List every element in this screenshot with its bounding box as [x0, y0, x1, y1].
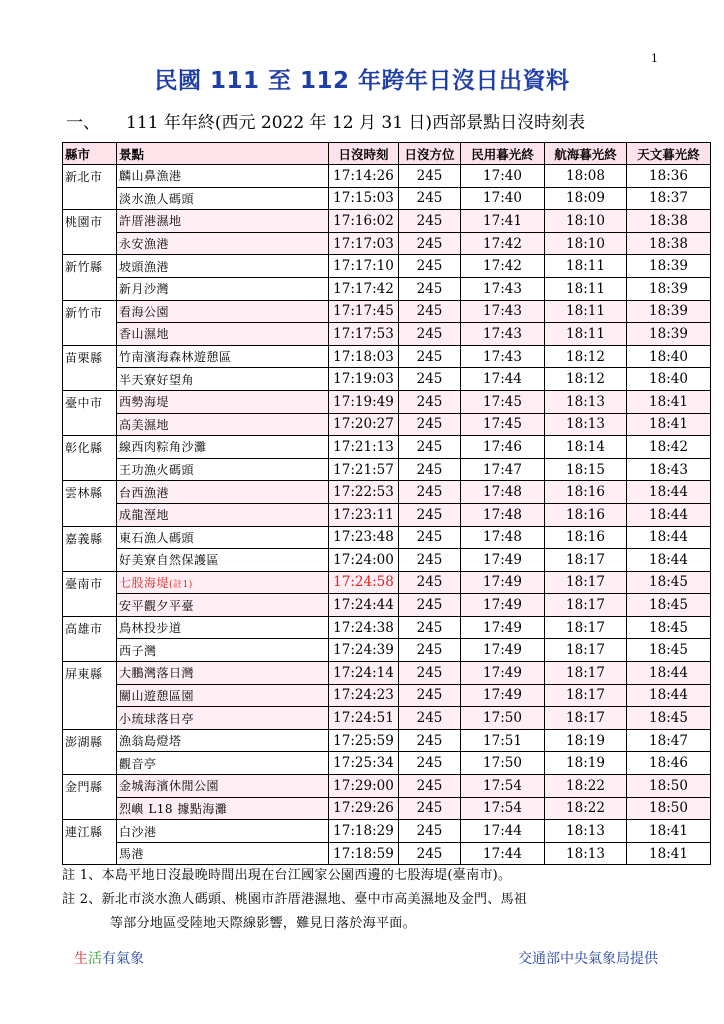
nautical-twilight-cell: 18:16 — [545, 481, 627, 504]
county-cell: 新北市 — [63, 165, 117, 210]
azimuth-cell: 245 — [399, 232, 461, 255]
astronomical-twilight-cell: 18:47 — [627, 729, 711, 752]
spot-name: 馬港 — [119, 847, 145, 862]
azimuth-cell: 245 — [399, 842, 461, 865]
spot-name: 高美濕地 — [119, 417, 170, 432]
azimuth-cell: 245 — [399, 503, 461, 526]
civil-twilight-cell: 17:50 — [461, 707, 545, 730]
astronomical-twilight-cell: 18:46 — [627, 752, 711, 775]
azimuth-cell: 245 — [399, 684, 461, 707]
astronomical-twilight-cell: 18:41 — [627, 413, 711, 436]
spot-cell — [117, 300, 329, 323]
table-row — [63, 820, 711, 843]
section-heading-text: 111 年年終(西元 2022 年 12 月 31 日)西部景點日沒時刻表 — [126, 113, 586, 133]
civil-twilight-cell: 17:49 — [461, 639, 545, 662]
spot-cell — [117, 436, 329, 459]
spot-cell — [117, 210, 329, 233]
county-cell: 金門縣 — [63, 775, 117, 820]
sunset-time-cell: 17:24:14 — [329, 662, 399, 685]
astronomical-twilight-cell: 18:39 — [627, 277, 711, 300]
civil-twilight-cell: 17:43 — [461, 277, 545, 300]
spot-name: 永安漁港 — [119, 237, 170, 252]
astronomical-twilight-cell: 18:37 — [627, 187, 711, 210]
spot-cell — [117, 390, 329, 413]
spot-cell — [117, 526, 329, 549]
nautical-twilight-cell: 18:13 — [545, 820, 627, 843]
table-row — [63, 210, 711, 233]
azimuth-cell: 245 — [399, 187, 461, 210]
brand-char: 有 — [102, 951, 116, 967]
civil-twilight-cell: 17:49 — [461, 594, 545, 617]
nautical-twilight-cell: 18:22 — [545, 797, 627, 820]
table-row — [63, 549, 711, 572]
azimuth-cell: 245 — [399, 458, 461, 481]
nautical-twilight-cell: 18:19 — [545, 752, 627, 775]
astronomical-twilight-cell: 18:45 — [627, 707, 711, 730]
civil-twilight-cell: 17:49 — [461, 684, 545, 707]
nautical-twilight-cell: 18:17 — [545, 707, 627, 730]
spot-name: 白沙港 — [119, 824, 157, 839]
sunset-time-cell: 17:24:23 — [329, 684, 399, 707]
azimuth-cell: 245 — [399, 571, 461, 594]
civil-twilight-cell: 17:47 — [461, 458, 545, 481]
astronomical-twilight-cell: 18:40 — [627, 345, 711, 368]
spot-name: 竹南濱海森林遊憩區 — [119, 350, 232, 365]
civil-twilight-cell: 17:44 — [461, 842, 545, 865]
sunset-time-cell: 17:21:13 — [329, 436, 399, 459]
table-row — [63, 345, 711, 368]
note-2-continued: 等部分地區受陸地天際線影響，難見日落於海平面。 — [110, 916, 416, 931]
header-county: 縣市 — [63, 143, 117, 165]
county-cell: 新竹縣 — [63, 255, 117, 300]
astronomical-twilight-cell: 18:50 — [627, 797, 711, 820]
sunset-time-cell: 17:17:53 — [329, 323, 399, 346]
spot-name: 好美寮自然保護區 — [119, 553, 220, 568]
table-row — [63, 594, 711, 617]
azimuth-cell: 245 — [399, 368, 461, 391]
county-cell: 雲林縣 — [63, 481, 117, 526]
spot-cell — [117, 345, 329, 368]
spot-name: 西勢海堤 — [119, 395, 170, 410]
spot-name: 成龍溼地 — [119, 508, 170, 523]
sunset-time-cell: 17:24:00 — [329, 549, 399, 572]
table-row — [63, 752, 711, 775]
table-row — [63, 368, 711, 391]
brand-char: 生 — [74, 951, 88, 967]
sunset-time-cell: 17:21:57 — [329, 458, 399, 481]
county-cell: 彰化縣 — [63, 436, 117, 481]
civil-twilight-cell: 17:45 — [461, 413, 545, 436]
spot-note-ref: (註1) — [169, 579, 193, 590]
spot-cell — [117, 616, 329, 639]
civil-twilight-cell: 17:49 — [461, 549, 545, 572]
spot-cell — [117, 842, 329, 865]
azimuth-cell: 245 — [399, 481, 461, 504]
table-row — [63, 323, 711, 346]
astronomical-twilight-cell: 18:45 — [627, 639, 711, 662]
table-row — [63, 277, 711, 300]
sunset-table — [62, 142, 711, 865]
county-cell: 新竹市 — [63, 300, 117, 345]
azimuth-cell: 245 — [399, 436, 461, 459]
spot-cell — [117, 503, 329, 526]
spot-name: 七股海堤 — [119, 575, 170, 590]
azimuth-cell: 245 — [399, 775, 461, 798]
astronomical-twilight-cell: 18:39 — [627, 255, 711, 278]
civil-twilight-cell: 17:43 — [461, 345, 545, 368]
sunset-time-cell: 17:19:49 — [329, 390, 399, 413]
azimuth-cell: 245 — [399, 165, 461, 188]
spot-cell — [117, 797, 329, 820]
azimuth-cell: 245 — [399, 616, 461, 639]
civil-twilight-cell: 17:49 — [461, 571, 545, 594]
table-row — [63, 413, 711, 436]
brand-char: 氣 — [116, 951, 130, 967]
sunset-time-cell: 17:25:34 — [329, 752, 399, 775]
azimuth-cell: 245 — [399, 594, 461, 617]
table-row — [63, 481, 711, 504]
azimuth-cell: 245 — [399, 300, 461, 323]
nautical-twilight-cell: 18:11 — [545, 300, 627, 323]
astronomical-twilight-cell: 18:45 — [627, 616, 711, 639]
sunset-time-cell: 17:24:44 — [329, 594, 399, 617]
table-row — [63, 165, 711, 188]
county-cell: 臺中市 — [63, 390, 117, 435]
azimuth-cell: 245 — [399, 820, 461, 843]
spot-cell — [117, 594, 329, 617]
nautical-twilight-cell: 18:17 — [545, 616, 627, 639]
sunset-time-cell: 17:24:51 — [329, 707, 399, 730]
astronomical-twilight-cell: 18:44 — [627, 481, 711, 504]
table-row — [63, 684, 711, 707]
spot-name: 新月沙灣 — [119, 282, 170, 297]
brand-char: 象 — [130, 951, 144, 967]
civil-twilight-cell: 17:50 — [461, 752, 545, 775]
nautical-twilight-cell: 18:13 — [545, 413, 627, 436]
header-spot: 景點 — [117, 143, 329, 165]
civil-twilight-cell: 17:42 — [461, 232, 545, 255]
spot-name: 看海公園 — [119, 304, 170, 319]
civil-twilight-cell: 17:41 — [461, 210, 545, 233]
nautical-twilight-cell: 18:13 — [545, 842, 627, 865]
nautical-twilight-cell: 18:13 — [545, 390, 627, 413]
azimuth-cell: 245 — [399, 413, 461, 436]
table-row — [63, 639, 711, 662]
civil-twilight-cell: 17:49 — [461, 616, 545, 639]
astronomical-twilight-cell: 18:41 — [627, 842, 711, 865]
table-row — [63, 707, 711, 730]
azimuth-cell: 245 — [399, 345, 461, 368]
spot-name: 大鵬灣落日灣 — [119, 666, 195, 681]
spot-cell — [117, 165, 329, 188]
azimuth-cell: 245 — [399, 662, 461, 685]
civil-twilight-cell: 17:51 — [461, 729, 545, 752]
sunset-time-cell: 17:29:00 — [329, 775, 399, 798]
astronomical-twilight-cell: 18:45 — [627, 571, 711, 594]
spot-cell — [117, 413, 329, 436]
azimuth-cell: 245 — [399, 277, 461, 300]
county-cell: 連江縣 — [63, 820, 117, 865]
spot-cell — [117, 232, 329, 255]
county-cell: 桃園市 — [63, 210, 117, 255]
nautical-twilight-cell: 18:17 — [545, 594, 627, 617]
table-row — [63, 662, 711, 685]
table-row — [63, 300, 711, 323]
table-row — [63, 616, 711, 639]
table-header-row — [63, 143, 711, 165]
civil-twilight-cell: 17:46 — [461, 436, 545, 459]
astronomical-twilight-cell: 18:44 — [627, 503, 711, 526]
brand-char: 活 — [88, 951, 102, 967]
civil-twilight-cell: 17:43 — [461, 323, 545, 346]
page-number: 1 — [651, 52, 658, 65]
sunset-time-cell: 17:17:03 — [329, 232, 399, 255]
nautical-twilight-cell: 18:15 — [545, 458, 627, 481]
spot-cell — [117, 323, 329, 346]
table-row — [63, 255, 711, 278]
nautical-twilight-cell: 18:22 — [545, 775, 627, 798]
header-sunset-time: 日沒時刻 — [329, 143, 399, 165]
azimuth-cell: 245 — [399, 639, 461, 662]
table-row — [63, 797, 711, 820]
spot-cell — [117, 662, 329, 685]
civil-twilight-cell: 17:48 — [461, 481, 545, 504]
footer-credit: 交通部中央氣象局提供 — [518, 951, 658, 967]
spot-cell — [117, 458, 329, 481]
spot-name: 王功漁火碼頭 — [119, 463, 195, 478]
civil-twilight-cell: 17:44 — [461, 820, 545, 843]
astronomical-twilight-cell: 18:36 — [627, 165, 711, 188]
nautical-twilight-cell: 18:17 — [545, 639, 627, 662]
sunset-time-cell: 17:14:26 — [329, 165, 399, 188]
county-cell: 臺南市 — [63, 571, 117, 616]
spot-cell — [117, 277, 329, 300]
spot-cell — [117, 707, 329, 730]
spot-name: 小琉球落日亭 — [119, 711, 195, 726]
sunset-time-cell: 17:24:38 — [329, 616, 399, 639]
sunset-time-cell: 17:17:42 — [329, 277, 399, 300]
nautical-twilight-cell: 18:11 — [545, 255, 627, 278]
sunset-time-cell: 17:17:10 — [329, 255, 399, 278]
table-row — [63, 571, 711, 594]
civil-twilight-cell: 17:54 — [461, 797, 545, 820]
spot-name: 關山遊憩區園 — [119, 688, 195, 703]
spot-cell — [117, 752, 329, 775]
azimuth-cell: 245 — [399, 390, 461, 413]
sunset-time-cell: 17:24:58 — [329, 571, 399, 594]
document-title: 民國 111 至 112 年跨年日沒日出資料 — [154, 68, 570, 94]
table-row — [63, 775, 711, 798]
azimuth-cell: 245 — [399, 526, 461, 549]
spot-cell — [117, 368, 329, 391]
nautical-twilight-cell: 18:17 — [545, 571, 627, 594]
sunset-time-cell: 17:18:29 — [329, 820, 399, 843]
note-2: 註 2、新北市淡水漁人碼頭、桃園市許厝港濕地、臺中市高美濕地及金門、馬祖 — [62, 892, 528, 907]
azimuth-cell: 245 — [399, 549, 461, 572]
spot-cell — [117, 549, 329, 572]
azimuth-cell: 245 — [399, 255, 461, 278]
sunset-time-cell: 17:22:53 — [329, 481, 399, 504]
astronomical-twilight-cell: 18:39 — [627, 323, 711, 346]
astronomical-twilight-cell: 18:44 — [627, 662, 711, 685]
nautical-twilight-cell: 18:14 — [545, 436, 627, 459]
county-cell: 嘉義縣 — [63, 526, 117, 571]
astronomical-twilight-cell: 18:38 — [627, 210, 711, 233]
spot-name: 安平觀夕平臺 — [119, 598, 195, 613]
spot-cell — [117, 639, 329, 662]
nautical-twilight-cell: 18:11 — [545, 323, 627, 346]
spot-name: 東石漁人碼頭 — [119, 530, 195, 545]
header-azimuth: 日沒方位 — [399, 143, 461, 165]
azimuth-cell: 245 — [399, 797, 461, 820]
astronomical-twilight-cell: 18:43 — [627, 458, 711, 481]
nautical-twilight-cell: 18:12 — [545, 368, 627, 391]
spot-cell — [117, 729, 329, 752]
nautical-twilight-cell: 18:17 — [545, 684, 627, 707]
sunset-time-cell: 17:23:11 — [329, 503, 399, 526]
table-row — [63, 187, 711, 210]
civil-twilight-cell: 17:48 — [461, 503, 545, 526]
spot-cell — [117, 255, 329, 278]
sunset-time-cell: 17:18:59 — [329, 842, 399, 865]
table-row — [63, 503, 711, 526]
county-cell: 屏東縣 — [63, 662, 117, 730]
spot-name: 觀音亭 — [119, 756, 157, 771]
spot-cell — [117, 571, 329, 594]
sunset-time-cell: 17:15:03 — [329, 187, 399, 210]
sunset-time-cell: 17:20:27 — [329, 413, 399, 436]
sunset-time-cell: 17:29:26 — [329, 797, 399, 820]
spot-cell — [117, 684, 329, 707]
table-row — [63, 436, 711, 459]
table-row — [63, 458, 711, 481]
spot-name: 金城海濱休閒公園 — [119, 779, 220, 794]
spot-name: 線西肉粽角沙灘 — [119, 440, 207, 455]
civil-twilight-cell: 17:42 — [461, 255, 545, 278]
civil-twilight-cell: 17:54 — [461, 775, 545, 798]
nautical-twilight-cell: 18:10 — [545, 210, 627, 233]
spot-cell — [117, 820, 329, 843]
header-astronomical-twilight: 天文暮光終 — [627, 143, 711, 165]
county-cell: 澎湖縣 — [63, 729, 117, 774]
spot-name: 坡頭漁港 — [119, 259, 170, 274]
astronomical-twilight-cell: 18:38 — [627, 232, 711, 255]
nautical-twilight-cell: 18:09 — [545, 187, 627, 210]
spot-name: 漁翁島燈塔 — [119, 734, 182, 749]
spot-name: 鳥林投步道 — [119, 621, 182, 636]
nautical-twilight-cell: 18:17 — [545, 549, 627, 572]
section-number: 一、 — [66, 113, 100, 133]
spot-cell — [117, 775, 329, 798]
sunset-time-cell: 17:24:39 — [329, 639, 399, 662]
civil-twilight-cell: 17:40 — [461, 187, 545, 210]
table-row — [63, 842, 711, 865]
sunset-time-cell: 17:16:02 — [329, 210, 399, 233]
notes — [62, 864, 682, 936]
civil-twilight-cell: 17:49 — [461, 662, 545, 685]
nautical-twilight-cell: 18:12 — [545, 345, 627, 368]
spot-cell — [117, 481, 329, 504]
astronomical-twilight-cell: 18:44 — [627, 549, 711, 572]
astronomical-twilight-cell: 18:44 — [627, 526, 711, 549]
header-civil-twilight: 民用暮光終 — [461, 143, 545, 165]
spot-name: 許厝港濕地 — [119, 214, 182, 229]
azimuth-cell: 245 — [399, 210, 461, 233]
astronomical-twilight-cell: 18:39 — [627, 300, 711, 323]
nautical-twilight-cell: 18:16 — [545, 526, 627, 549]
astronomical-twilight-cell: 18:40 — [627, 368, 711, 391]
azimuth-cell: 245 — [399, 752, 461, 775]
section-heading — [66, 108, 585, 133]
table-row — [63, 390, 711, 413]
county-cell: 高雄市 — [63, 616, 117, 661]
astronomical-twilight-cell: 18:50 — [627, 775, 711, 798]
civil-twilight-cell: 17:43 — [461, 300, 545, 323]
astronomical-twilight-cell: 18:45 — [627, 594, 711, 617]
table-body — [63, 165, 711, 865]
astronomical-twilight-cell: 18:41 — [627, 390, 711, 413]
sunset-time-cell: 17:18:03 — [329, 345, 399, 368]
nautical-twilight-cell: 18:11 — [545, 277, 627, 300]
table-row — [63, 232, 711, 255]
civil-twilight-cell: 17:40 — [461, 165, 545, 188]
azimuth-cell: 245 — [399, 729, 461, 752]
spot-name: 麟山鼻漁港 — [119, 169, 182, 184]
table-row — [63, 526, 711, 549]
nautical-twilight-cell: 18:08 — [545, 165, 627, 188]
nautical-twilight-cell: 18:17 — [545, 662, 627, 685]
spot-cell — [117, 187, 329, 210]
county-cell: 苗栗縣 — [63, 345, 117, 390]
nautical-twilight-cell: 18:10 — [545, 232, 627, 255]
nautical-twilight-cell: 18:19 — [545, 729, 627, 752]
spot-name: 香山濕地 — [119, 327, 170, 342]
spot-name: 西子灣 — [119, 643, 157, 658]
spot-name: 半天寮好望角 — [119, 372, 195, 387]
sunset-time-cell: 17:19:03 — [329, 368, 399, 391]
astronomical-twilight-cell: 18:41 — [627, 820, 711, 843]
astronomical-twilight-cell: 18:44 — [627, 684, 711, 707]
spot-name: 烈嶼 L18 據點海灘 — [119, 801, 228, 816]
civil-twilight-cell: 17:44 — [461, 368, 545, 391]
spot-name: 台西漁港 — [119, 485, 170, 500]
spot-name: 淡水漁人碼頭 — [119, 191, 195, 206]
sunset-time-cell: 17:25:59 — [329, 729, 399, 752]
azimuth-cell: 245 — [399, 707, 461, 730]
astronomical-twilight-cell: 18:42 — [627, 436, 711, 459]
sunset-time-cell: 17:17:45 — [329, 300, 399, 323]
azimuth-cell: 245 — [399, 323, 461, 346]
table-row — [63, 729, 711, 752]
sunset-time-cell: 17:23:48 — [329, 526, 399, 549]
footer-brand — [74, 948, 144, 968]
header-nautical-twilight: 航海暮光終 — [545, 143, 627, 165]
civil-twilight-cell: 17:45 — [461, 390, 545, 413]
note-1: 註 1、本島平地日沒最晚時間出現在台江國家公園西邊的七股海堤(臺南市)。 — [62, 868, 512, 883]
nautical-twilight-cell: 18:16 — [545, 503, 627, 526]
civil-twilight-cell: 17:48 — [461, 526, 545, 549]
